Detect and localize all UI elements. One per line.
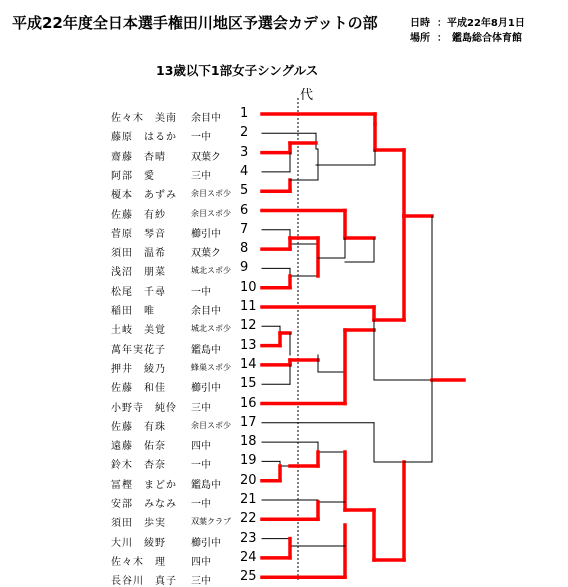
- team-name: 鑑島中: [191, 479, 221, 491]
- player-name: 須田 歩実: [111, 518, 166, 530]
- team-name: 一中: [191, 132, 211, 144]
- seed-number: 9: [240, 260, 249, 276]
- seed-number: 11: [240, 299, 257, 314]
- team-name: 一中: [191, 499, 211, 510]
- seed-number: 7: [240, 221, 249, 237]
- seed-number: 12: [240, 318, 257, 334]
- seed-number: 4: [240, 163, 249, 179]
- venue-label: 場所: [410, 33, 430, 44]
- seed-number: 18: [240, 434, 257, 450]
- player-name: 冨樫 まどか: [111, 479, 177, 491]
- player-name: 稲田 唯: [111, 306, 155, 317]
- player-name: 佐藤 有紗: [111, 209, 166, 221]
- seed-number: 22: [240, 511, 257, 527]
- seed-number: 17: [240, 414, 257, 430]
- team-name: 櫛引中: [191, 383, 221, 395]
- team-name: 一中: [191, 286, 211, 298]
- player-name: 藤原 はるか: [111, 132, 177, 144]
- player-name: 安部 みなみ: [111, 499, 177, 510]
- team-name: 双葉ク: [191, 151, 221, 163]
- team-name: 櫛引中: [191, 228, 221, 240]
- date-label: 日時: [410, 18, 430, 29]
- team-name: 三中: [191, 170, 211, 182]
- team-name: 蜂巣スポ少: [191, 362, 231, 372]
- seed-number: 3: [240, 144, 249, 160]
- seed-number: 16: [240, 395, 257, 411]
- player-name: 松尾 千尋: [111, 286, 166, 298]
- player-name: 長谷川 真子: [111, 576, 177, 587]
- player-name: 菅原 琴音: [111, 228, 166, 240]
- player-name: 土岐 美覚: [111, 325, 166, 337]
- seed-number: 5: [240, 183, 249, 199]
- team-name: 双葉クラブ: [191, 517, 231, 527]
- seed-number: 24: [240, 549, 257, 565]
- team-name: 一中: [191, 460, 211, 472]
- seed-number: 15: [240, 376, 257, 392]
- seed-number: 8: [240, 241, 249, 257]
- player-name: 鈴木 杏奈: [111, 460, 166, 472]
- seed-number: 20: [240, 472, 257, 488]
- team-name: 三中: [191, 576, 211, 587]
- seed-number: 25: [240, 569, 257, 585]
- seed-number: 14: [240, 356, 257, 372]
- seed-number: 21: [240, 492, 257, 507]
- representative-mark: 代: [300, 88, 314, 103]
- page-title: 平成22年度全日本選手権田川地区予選会カデットの部: [12, 14, 378, 32]
- player-name: 大川 綾野: [111, 537, 166, 549]
- seed-number: 1: [240, 106, 249, 121]
- team-name: 余目スポ少: [191, 208, 231, 218]
- team-name: 城北スポ少: [191, 266, 231, 276]
- seed-number: 13: [240, 337, 257, 353]
- team-name: 櫛引中: [191, 537, 221, 549]
- seed-number: 23: [240, 530, 257, 546]
- player-name: 小野寺 純伶: [111, 402, 177, 414]
- player-name: 榎本 あずみ: [111, 190, 177, 202]
- seed-number: 10: [240, 279, 257, 295]
- seed-number: 19: [240, 453, 257, 469]
- team-name: 鑑島中: [191, 344, 221, 356]
- player-name: 萬年実花子: [111, 344, 166, 356]
- seed-number: 6: [240, 202, 249, 218]
- team-name: 四中: [191, 441, 211, 453]
- player-name: 佐藤 和佳: [111, 383, 166, 395]
- team-name: 余目スポ少: [191, 420, 231, 430]
- player-name: 佐藤 有珠: [111, 421, 166, 433]
- team-name: 余目中: [191, 306, 221, 317]
- player-name: 須田 温希: [111, 248, 166, 260]
- player-name: 阿部 愛: [111, 170, 155, 182]
- player-name: 佐々木 理: [111, 556, 166, 568]
- event-title: 13歳以下1部女子シングルス: [156, 63, 319, 78]
- venue-value: ： 鑑島総合体育館: [437, 33, 522, 44]
- team-name: 四中: [191, 556, 211, 568]
- date-value: ：平成22年8月1日: [437, 18, 525, 29]
- team-name: 余目スポ少: [191, 189, 231, 199]
- player-name: 齋藤 杏晴: [111, 151, 166, 163]
- team-name: 城北スポ少: [191, 324, 231, 334]
- team-name: 三中: [191, 402, 211, 414]
- player-name: 浅沼 朋菜: [111, 267, 166, 279]
- player-name: 押井 綾乃: [111, 363, 166, 375]
- team-name: 双葉ク: [191, 248, 221, 260]
- player-name: 佐々木 美南: [111, 113, 177, 124]
- seed-number: 2: [240, 125, 249, 141]
- player-name: 遠藤 佑奈: [111, 441, 166, 453]
- team-name: 余目中: [191, 113, 221, 124]
